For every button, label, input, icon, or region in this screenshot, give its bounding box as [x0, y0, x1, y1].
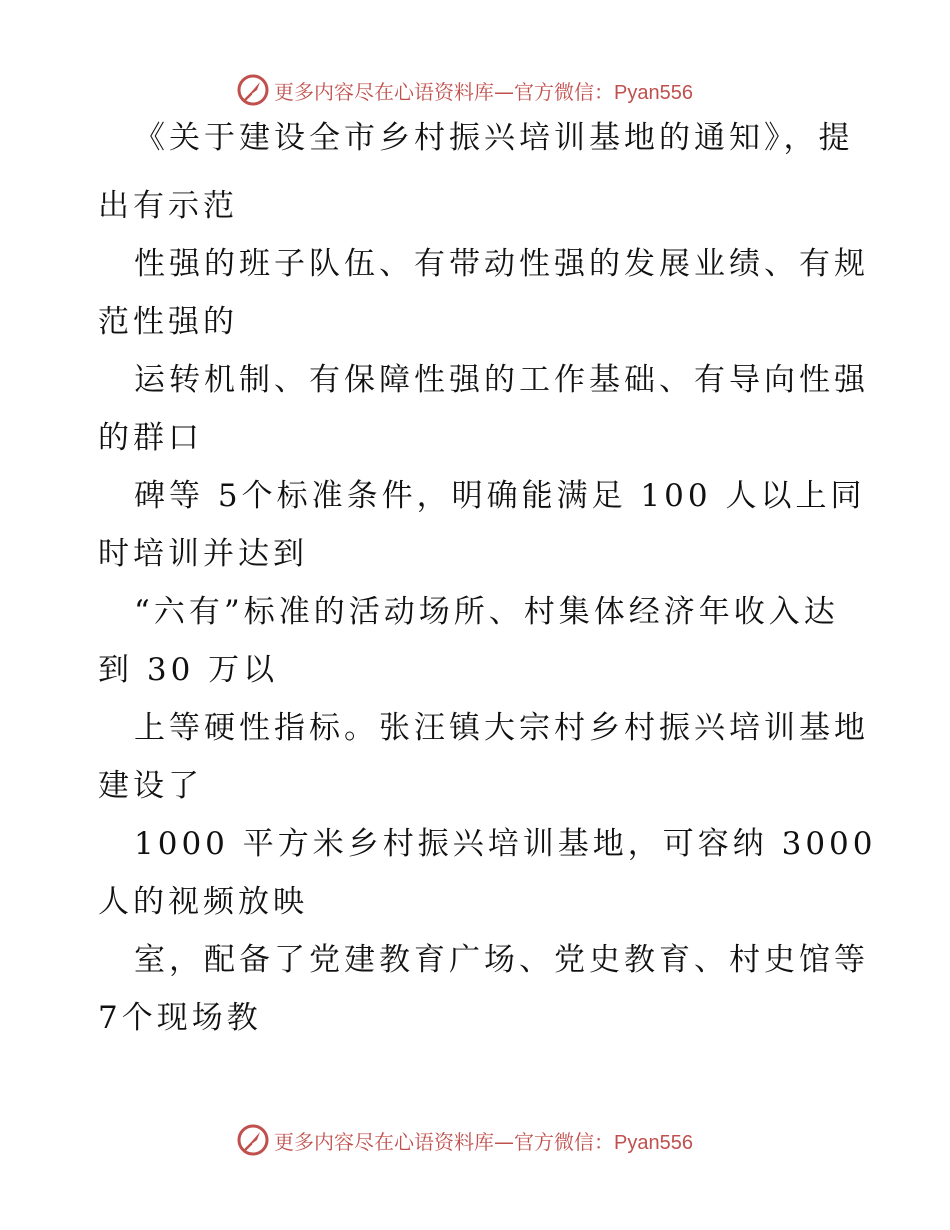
- body-line: 1000 平方米乡村振兴培训基地，可容纳 3000: [134, 826, 877, 862]
- body-line: 的群口: [98, 420, 203, 456]
- feather-logo-icon: [236, 73, 270, 107]
- watermark-label: 更多内容尽在心语资料库—官方微信：: [274, 79, 614, 104]
- header-watermark: [236, 72, 693, 108]
- body-line: 人的视频放映: [98, 884, 308, 920]
- body-line: 《关于建设全市乡村振兴培训基地的通知》，提: [134, 120, 854, 156]
- body-line: 7个现场教: [98, 1000, 262, 1036]
- body-line: “六有”标准的活动场所、村集体经济年收入达: [134, 594, 839, 630]
- body-line: 性强的班子队伍、有带动性强的发展业绩、有规: [134, 246, 869, 282]
- body-line: 碑等 5个标准条件，明确能满足 100 人以上同: [134, 478, 866, 514]
- footer-watermark: [236, 1122, 693, 1158]
- body-line: 到 30 万以: [98, 652, 279, 688]
- watermark-text: [274, 76, 693, 105]
- watermark-text: [274, 1126, 693, 1155]
- body-line: 范性强的: [98, 304, 238, 340]
- body-line: 上等硬性指标。张汪镇大宗村乡村振兴培训基地: [134, 710, 869, 746]
- body-line: 时培训并达到: [98, 536, 308, 572]
- body-line: 室，配备了党建教育广场、党史教育、村史馆等: [134, 942, 869, 978]
- body-line: 出有示范: [98, 188, 238, 224]
- watermark-wechat-id: Pyan556: [614, 81, 693, 104]
- feather-logo-icon: [236, 1123, 270, 1157]
- watermark-label: 更多内容尽在心语资料库—官方微信：: [274, 1129, 614, 1154]
- body-line: 运转机制、有保障性强的工作基础、有导向性强: [134, 362, 869, 398]
- body-line: 建设了: [98, 768, 203, 804]
- watermark-wechat-id: Pyan556: [614, 1131, 693, 1154]
